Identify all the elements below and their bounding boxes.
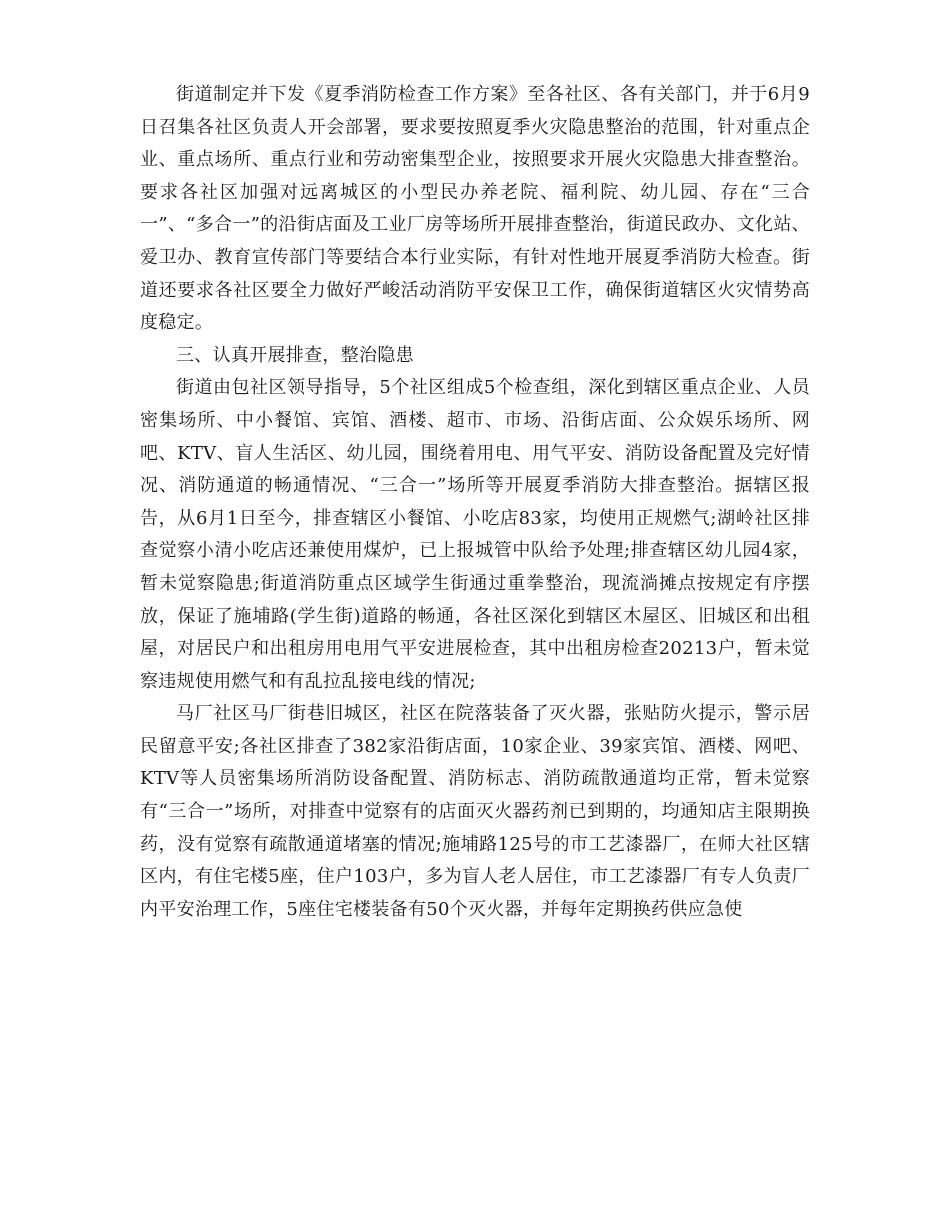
paragraph-machang-community: 马厂社区马厂街巷旧城区，社区在院落装备了灭火器，张贴防火提示，警示居民留意平安;各社区排查了382家沿街店面，10家企业、39家宾馆、酒楼、网吧、KTV等人员密集场所消防设备配置、消防标志、消防疏散通道均正常，暂未觉察有“三合一”场所，对排查中觉察有的店面灭火器药剂已到期的，均通知店主限期换药，没有觉察有疏散通道堵塞的情况;施埔路125号的市工艺漆器厂，在师大社区辖区内，有住宅楼5座，住户103户，多为盲人老人居住，市工艺漆器厂有专人负责厂内平安治理工作，5座住宅楼装备有50个灭火器，并每年定期换药供应急使 [140, 703, 810, 920]
paragraph-inspection-details: 街道由包社区领导指导，5个社区组成5个检查组，深化到辖区重点企业、人员密集场所、中小餐馆、宾馆、酒楼、超市、市场、沿街店面、公众娱乐场所、网吧、KTV、盲人生活区、幼儿园，围绕着用电、用气平安、消防设备配置及完好情况、消防通道的畅通情况、“三合一”场所等开展夏季消防大排查整治。据辖区报告，从6月1日至今，排查辖区小餐馆、小吃店83家，均使用正规燃气;湖岭社区排查觉察小清小吃店还兼使用煤炉，已上报城管中队给予处理;排查辖区幼儿园4家，暂未觉察隐患;街道消防重点区域学生街通过重拳整治，现流淌摊点按规定有序摆放，保证了施埔路(学生街)道路的畅通，各社区深化到辖区木屋区、旧城区和出租屋，对居民户和出租房用电用气平安进展检查，其中出租房检查20213户，暂未觉察违规使用燃气和有乱拉乱接电线的情况; [140, 377, 810, 692]
section-heading-three: 三、认真开展排查，整治隐患 [176, 344, 414, 366]
document-body [140, 79, 810, 926]
paragraph-fire-inspection-plan: 街道制定并下发《夏季消防检查工作方案》至各社区、各有关部门，并于6月9日召集各社区负责人开会部署，要求要按照夏季火灾隐患整治的范围，针对重点企业、重点场所、重点行业和劳动密集型企业，按照要求开展火灾隐患大排查整治。要求各社区加强对远离城区的小型民办养老院、福利院、幼儿园、存在“三合一”、“多合一”的沿街店面及工业厂房等场所开展排查整治，街道民政办、文化站、爱卫办、教育宣传部门等要结合本行业实际，有针对性地开展夏季消防大检查。街道还要求各社区要全力做好严峻活动消防平安保卫工作，确保街道辖区火灾情势高度稳定。 [140, 84, 810, 334]
